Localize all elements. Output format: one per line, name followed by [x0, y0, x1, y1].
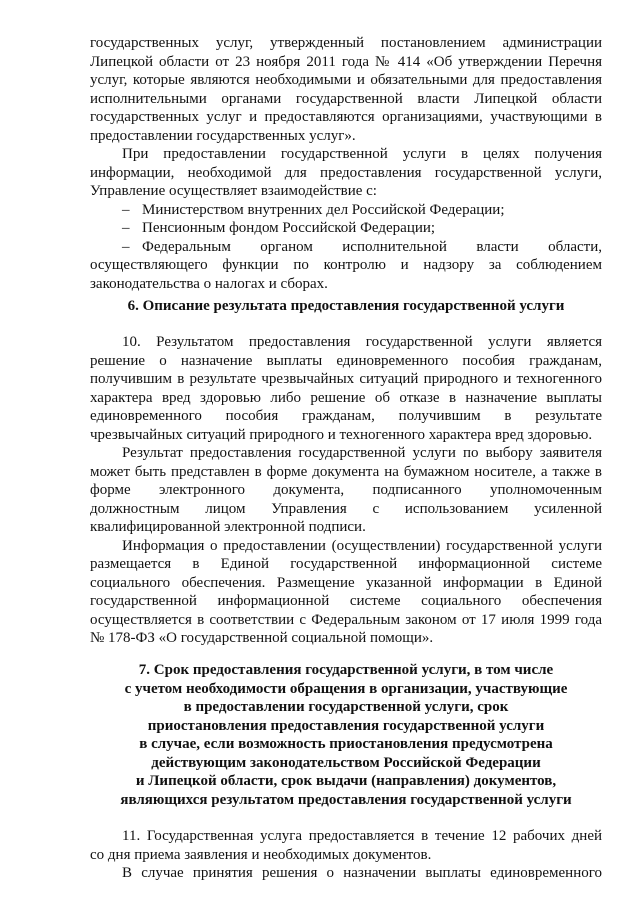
section-heading: в случае, если возможность приостановления предусмотрена: [139, 736, 553, 752]
text-line: услуг, которые являются необходимыми и обязательными для предоставления: [90, 72, 602, 88]
text-line: государственных услуг, утвержденный постановлением администрации: [90, 35, 602, 51]
text-line: Липецкой области от 23 ноября 2011 года № 414 «Об утверждении Перечня: [90, 54, 602, 70]
section-heading: с учетом необходимости обращения в организации, участвующие: [124, 681, 568, 697]
text-line: законодательства о налогах и сборах.: [90, 276, 328, 292]
text-line: В случае принятия решения о назначении выплаты единовременного: [122, 865, 602, 881]
text-line: 10. Результатом предоставления государственной услуги является: [122, 334, 602, 350]
text-line: Информация о предоставлении (осуществлении) государственной услуги: [122, 538, 602, 554]
section-heading: являющихся результатом предоставления государственной услуги: [120, 792, 572, 808]
list-item: [122, 219, 602, 238]
text-line: Управление осуществляет взаимодействие с:: [90, 183, 377, 199]
text-line: 11. Государственная услуга предоставляется в течение 12 рабочих дней: [122, 828, 602, 844]
text-line: единовременного пособия гражданам, получившим в результате: [90, 408, 602, 424]
section-heading: действующим законодательством Российской Федерации: [151, 755, 541, 771]
text-line: осуществляющего функции по контролю и надзору за соблюдением: [90, 257, 602, 273]
text-line: со дня приема заявления и необходимых документов.: [90, 847, 432, 863]
list-dash: –: [122, 220, 130, 236]
text-line: характера вред здоровью либо решение об отказе в назначение выплаты: [90, 390, 602, 406]
section-heading: приостановления предоставления государственной услуги: [147, 718, 545, 734]
text-line: решение о назначение выплаты единовременного пособия гражданам,: [90, 353, 602, 369]
text-line: размещается в Единой государственной информационной системе: [90, 556, 602, 572]
list-item-text: Федеральным органом исполнительной власти области,: [142, 239, 602, 255]
list-item: [122, 238, 602, 257]
text-line: чрезвычайных ситуаций природного и техногенного характера вред здоровью.: [90, 427, 593, 443]
list-dash: –: [122, 239, 130, 255]
text-line: может быть представлен в форме документа на бумажном носителе, а также в: [90, 464, 602, 480]
text-line: государственной информационной системе социального обеспечения: [90, 593, 602, 609]
section-heading: в предоставлении государственной услуги, срок: [183, 699, 509, 715]
list-item-text: Министерством внутренних дел Российской Федерации;: [142, 202, 505, 218]
text-line: социального обеспечения. Размещение указанной информации в Единой: [90, 575, 602, 591]
text-line: получившим в результате чрезвычайных ситуаций природного и техногенного: [90, 371, 602, 387]
text-line: должностным лицом Управления с использованием усиленной: [90, 501, 602, 517]
text-line: информации, необходимой для предоставления государственной услуги,: [90, 165, 602, 181]
text-line: При предоставлении государственной услуги в целях получения: [122, 146, 602, 162]
text-line: исполнительными органами государственной власти Липецкой области: [90, 91, 602, 107]
section-heading: и Липецкой области, срок выдачи (направления) документов,: [135, 773, 557, 789]
text-line: предоставлении государственных услуг».: [90, 128, 356, 144]
list-item-text: Пенсионным фондом Российской Федерации;: [142, 220, 436, 236]
list-dash: –: [122, 202, 130, 218]
section-heading: 6. Описание результата предоставления государственной услуги: [127, 298, 565, 314]
text-line: Результат предоставления государственной услуги по выбору заявителя: [122, 445, 602, 461]
text-line: осуществляется в соответствии с Федеральным законом от 17 июля 1999 года: [90, 612, 602, 628]
section-heading: 7. Срок предоставления государственной услуги, в том числе: [138, 662, 554, 678]
list-item: [122, 201, 602, 220]
text-line: форме электронного документа, подписанного уполномоченным: [90, 482, 602, 498]
text-line: № 178-ФЗ «О государственной социальной помощи».: [90, 630, 434, 646]
text-line: государственных услуг и предоставляются организациями, участвующими в: [90, 109, 602, 125]
text-line: квалифицированной электронной подписи.: [90, 519, 366, 535]
